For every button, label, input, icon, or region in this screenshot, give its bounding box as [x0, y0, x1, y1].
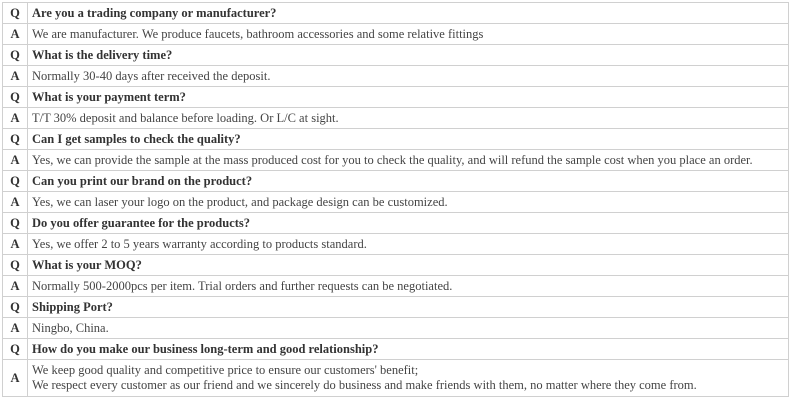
- answer-text: T/T 30% deposit and balance before loading. Or L/C at sight.: [28, 108, 789, 129]
- faq-question-row: [3, 213, 789, 234]
- answer-text: Yes, we can laser your logo on the product, and package design can be customized.: [28, 192, 789, 213]
- question-marker: Q: [3, 87, 28, 108]
- answer-marker: A: [3, 318, 28, 339]
- question-text: Are you a trading company or manufacturer?: [28, 3, 789, 24]
- question-marker: Q: [3, 297, 28, 318]
- answer-marker: A: [3, 150, 28, 171]
- answer-text: Normally 30-40 days after received the deposit.: [28, 66, 789, 87]
- faq-question-row: [3, 129, 789, 150]
- faq-answer-row: [3, 66, 789, 87]
- faq-question-row: [3, 45, 789, 66]
- answer-line: We respect every customer as our friend and we sincerely do business and make friends with them, no matter where they come from.: [32, 378, 697, 392]
- faq-answer-row: [3, 318, 789, 339]
- faq-question-row: [3, 87, 789, 108]
- faq-table-body: [3, 3, 789, 397]
- answer-text: Ningbo, China.: [28, 318, 789, 339]
- answer-marker: A: [3, 234, 28, 255]
- faq-question-row: [3, 255, 789, 276]
- question-text: What is the delivery time?: [28, 45, 789, 66]
- question-marker: Q: [3, 45, 28, 66]
- answer-marker: A: [3, 192, 28, 213]
- question-marker: Q: [3, 213, 28, 234]
- question-text: Can you print our brand on the product?: [28, 171, 789, 192]
- answer-line: We keep good quality and competitive price to ensure our customers' benefit;: [32, 363, 419, 377]
- answer-marker: A: [3, 108, 28, 129]
- faq-answer-row: [3, 24, 789, 45]
- faq-answer-row: [3, 150, 789, 171]
- answer-text: Normally 500-2000pcs per item. Trial orders and further requests can be negotiated.: [28, 276, 789, 297]
- faq-question-row: [3, 3, 789, 24]
- question-text: Do you offer guarantee for the products?: [28, 213, 789, 234]
- faq-table: [2, 2, 789, 397]
- faq-answer-row: [3, 192, 789, 213]
- question-text: How do you make our business long-term and good relationship?: [28, 339, 789, 360]
- answer-text: We are manufacturer. We produce faucets, bathroom accessories and some relative fittings: [28, 24, 789, 45]
- faq-answer-row: [3, 234, 789, 255]
- faq-question-row: [3, 171, 789, 192]
- question-marker: Q: [3, 3, 28, 24]
- faq-question-row: [3, 339, 789, 360]
- answer-marker: A: [3, 66, 28, 87]
- faq-answer-row: [3, 276, 789, 297]
- faq-answer-row: [3, 360, 789, 397]
- answer-marker: A: [3, 276, 28, 297]
- answer-marker: A: [3, 360, 28, 397]
- question-marker: Q: [3, 255, 28, 276]
- question-text: Can I get samples to check the quality?: [28, 129, 789, 150]
- answer-marker: A: [3, 24, 28, 45]
- faq-answer-row: [3, 108, 789, 129]
- answer-text: Yes, we can provide the sample at the mass produced cost for you to check the quality, and will refund the sample cost when you place an order.: [28, 150, 789, 171]
- question-marker: Q: [3, 129, 28, 150]
- faq-container: [2, 2, 788, 397]
- question-text: What is your MOQ?: [28, 255, 789, 276]
- question-text: Shipping Port?: [28, 297, 789, 318]
- faq-question-row: [3, 297, 789, 318]
- question-text: What is your payment term?: [28, 87, 789, 108]
- question-marker: Q: [3, 171, 28, 192]
- answer-text: [28, 360, 789, 397]
- answer-text: Yes, we offer 2 to 5 years warranty according to products standard.: [28, 234, 789, 255]
- question-marker: Q: [3, 339, 28, 360]
